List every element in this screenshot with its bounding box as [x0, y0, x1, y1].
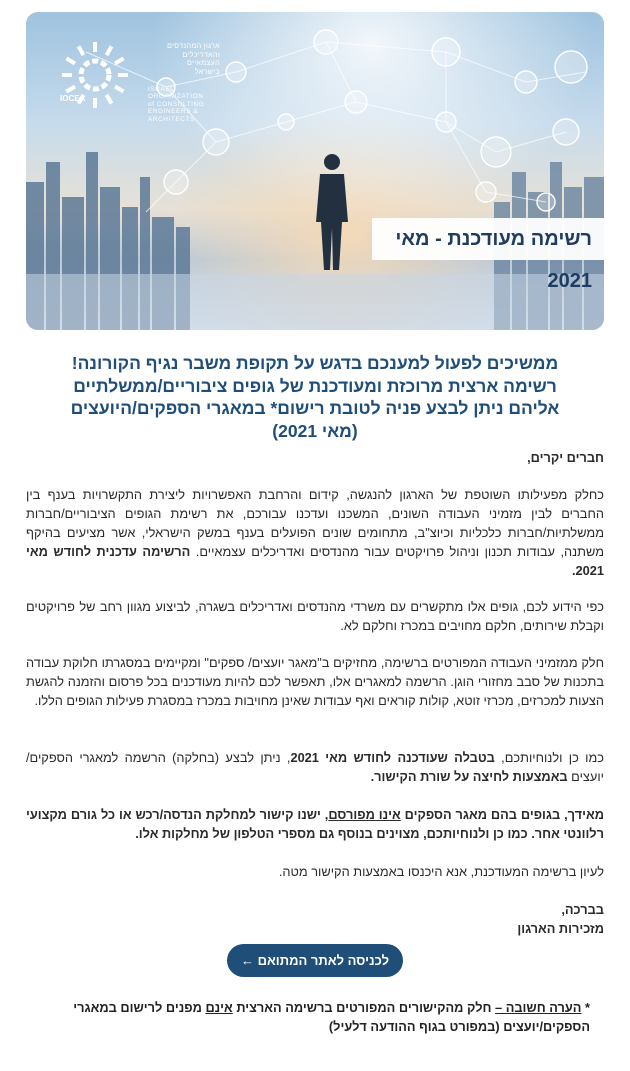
- paragraph-bold: באמצעות לחיצה על שורת הקישור.: [370, 769, 568, 784]
- important-note: [26, 998, 590, 1036]
- paragraph-unpublished: [26, 805, 604, 843]
- note-label: הערה חשובה –: [495, 1000, 582, 1015]
- logo-line: העצמאיים: [187, 58, 220, 68]
- signoff-line: בברכה,: [561, 902, 604, 917]
- paragraph-text: , ניתן לבצע (בחלקה) הרשמה למאגרי הספקים/ יועצים: [26, 750, 604, 784]
- paragraph-registry: חלק ממזמיני העבודה המפורטים ברשימה, מחזיקים ב"מאגר יועצים/ ספקים" ומקיימים במסגרתו חלוקת עבודה בתכנות של סבב מחזורי הוגן. הרשמה למאגרים אלו, תאפשר לכם להיות מעודכנים בכל פרסום והזמנה להגשת הצעות למכרזים, מכרזי זוטא, קולות קוראים ואף עבודות שאינן מחויבות במכרז במסגרת פעילות הגופים הללו.: [26, 655, 604, 708]
- paragraph-text: כחלק מפעילותו השוטפת של הארגון להנגשה, קידום והרחבת האפשרויות ליצירת התקשרויות בענף בין החברים לבין מזמיני העבודה השונים, המשכנו ועדכנו עבורכם, את רשימת הגופים הציבוריים/חברות ממשלתיות/חברות כלכליות וכיוצ"ב, מתחומים שונים הפועלים בענף במשק הישראלי, אשר מציעים בהיקף משתנה, עבודות תכנון וניהול פרויקטים עבור מהנדסים ואדריכלים עצמאיים.: [26, 487, 605, 559]
- headline-line: אליהם ניתן לבצע פניה לטובת רישום* במאגרי הספקים/היועצים: [70, 398, 560, 418]
- logo-acronym: IOCEA: [60, 94, 86, 103]
- headline-line: ממשיכים לפעול למענכם בדגש על תקופת משבר נגיף הקורונה!: [71, 353, 559, 373]
- note-text: חלק מהקישורים המפורטים ברשימה הארצית: [232, 1000, 496, 1015]
- paragraph-underline: אינו מפורסם: [328, 807, 401, 822]
- paragraph-bold: הרשימה עדכנית לחודש מאי 2021.: [26, 544, 604, 578]
- paragraph-clients: כפי הידוע לכם, גופים אלו מתקשרים עם משרדי מהנדסים ואדריכלים בשגרה, לביצוע מגוון רחב של פרויקטים וקבלת שירותים, חלקם מחויבים במכרז וחלקם לא.: [26, 599, 604, 633]
- logo-line: ISRAEL: [148, 86, 175, 93]
- greeting: חברים יקרים,: [527, 450, 604, 465]
- paragraph-table: [26, 748, 604, 786]
- paragraph-intro: [26, 485, 604, 580]
- organization-logo: [60, 40, 220, 123]
- note-text: מפנים לרישום במאגרי הספקים/יועצים (במפורט בגוף ההודעה דלעיל): [73, 1000, 590, 1034]
- note-star: *: [581, 1000, 590, 1015]
- logo-line: of CONSULTING: [148, 100, 205, 108]
- signoff-line: מזכירות הארגון: [517, 921, 604, 936]
- note-underline: אינם: [205, 1000, 233, 1015]
- logo-hebrew-text: [134, 42, 220, 76]
- paragraph-text: מאידך, בגופים בהם מאגר הספקים: [400, 807, 605, 822]
- paragraph-text: , ישנו קישור למחלקת הנדסה/רכש או כל גורם מקצועי רלוונטי אחר. כמו כן ולנוחיותכם, מצוינים בנוסף גם מספרי הטלפון של מחלקות אלו.: [26, 807, 604, 841]
- logo-line: בישראל: [194, 66, 220, 76]
- enter-site-button[interactable]: לכניסה לאתר המתואם ←: [227, 944, 403, 977]
- logo-line: ORGANIZATION: [148, 93, 204, 101]
- paragraph-bold: בטבלה שעודכנה לחודש מאי 2021: [290, 750, 495, 765]
- paragraph-text: כמו כן ולנוחיותכם,: [494, 750, 604, 765]
- hero-banner: [26, 12, 604, 330]
- hero-title: רשימה מעודכנת - מאי 2021: [372, 218, 604, 260]
- paragraph-instructions: לעיון ברשימה המעודכנת, אנא היכנסו באמצעות הקישור מטה.: [278, 864, 604, 879]
- signoff: [26, 900, 604, 938]
- logo-line: ארגון המהנדסים: [167, 41, 220, 50]
- headline-block: [26, 352, 604, 442]
- headline-line: (מאי 2021): [272, 420, 358, 441]
- logo-line: ENGINEERS & ARCHITECTS: [148, 108, 199, 123]
- logo-english-text: [148, 86, 220, 123]
- logo-line: והאדריכלים: [182, 49, 220, 59]
- headline-line: רשימה ארצית מרוכזת ומעודכנת של גופים ציבוריים/ממשלתיים: [73, 375, 557, 396]
